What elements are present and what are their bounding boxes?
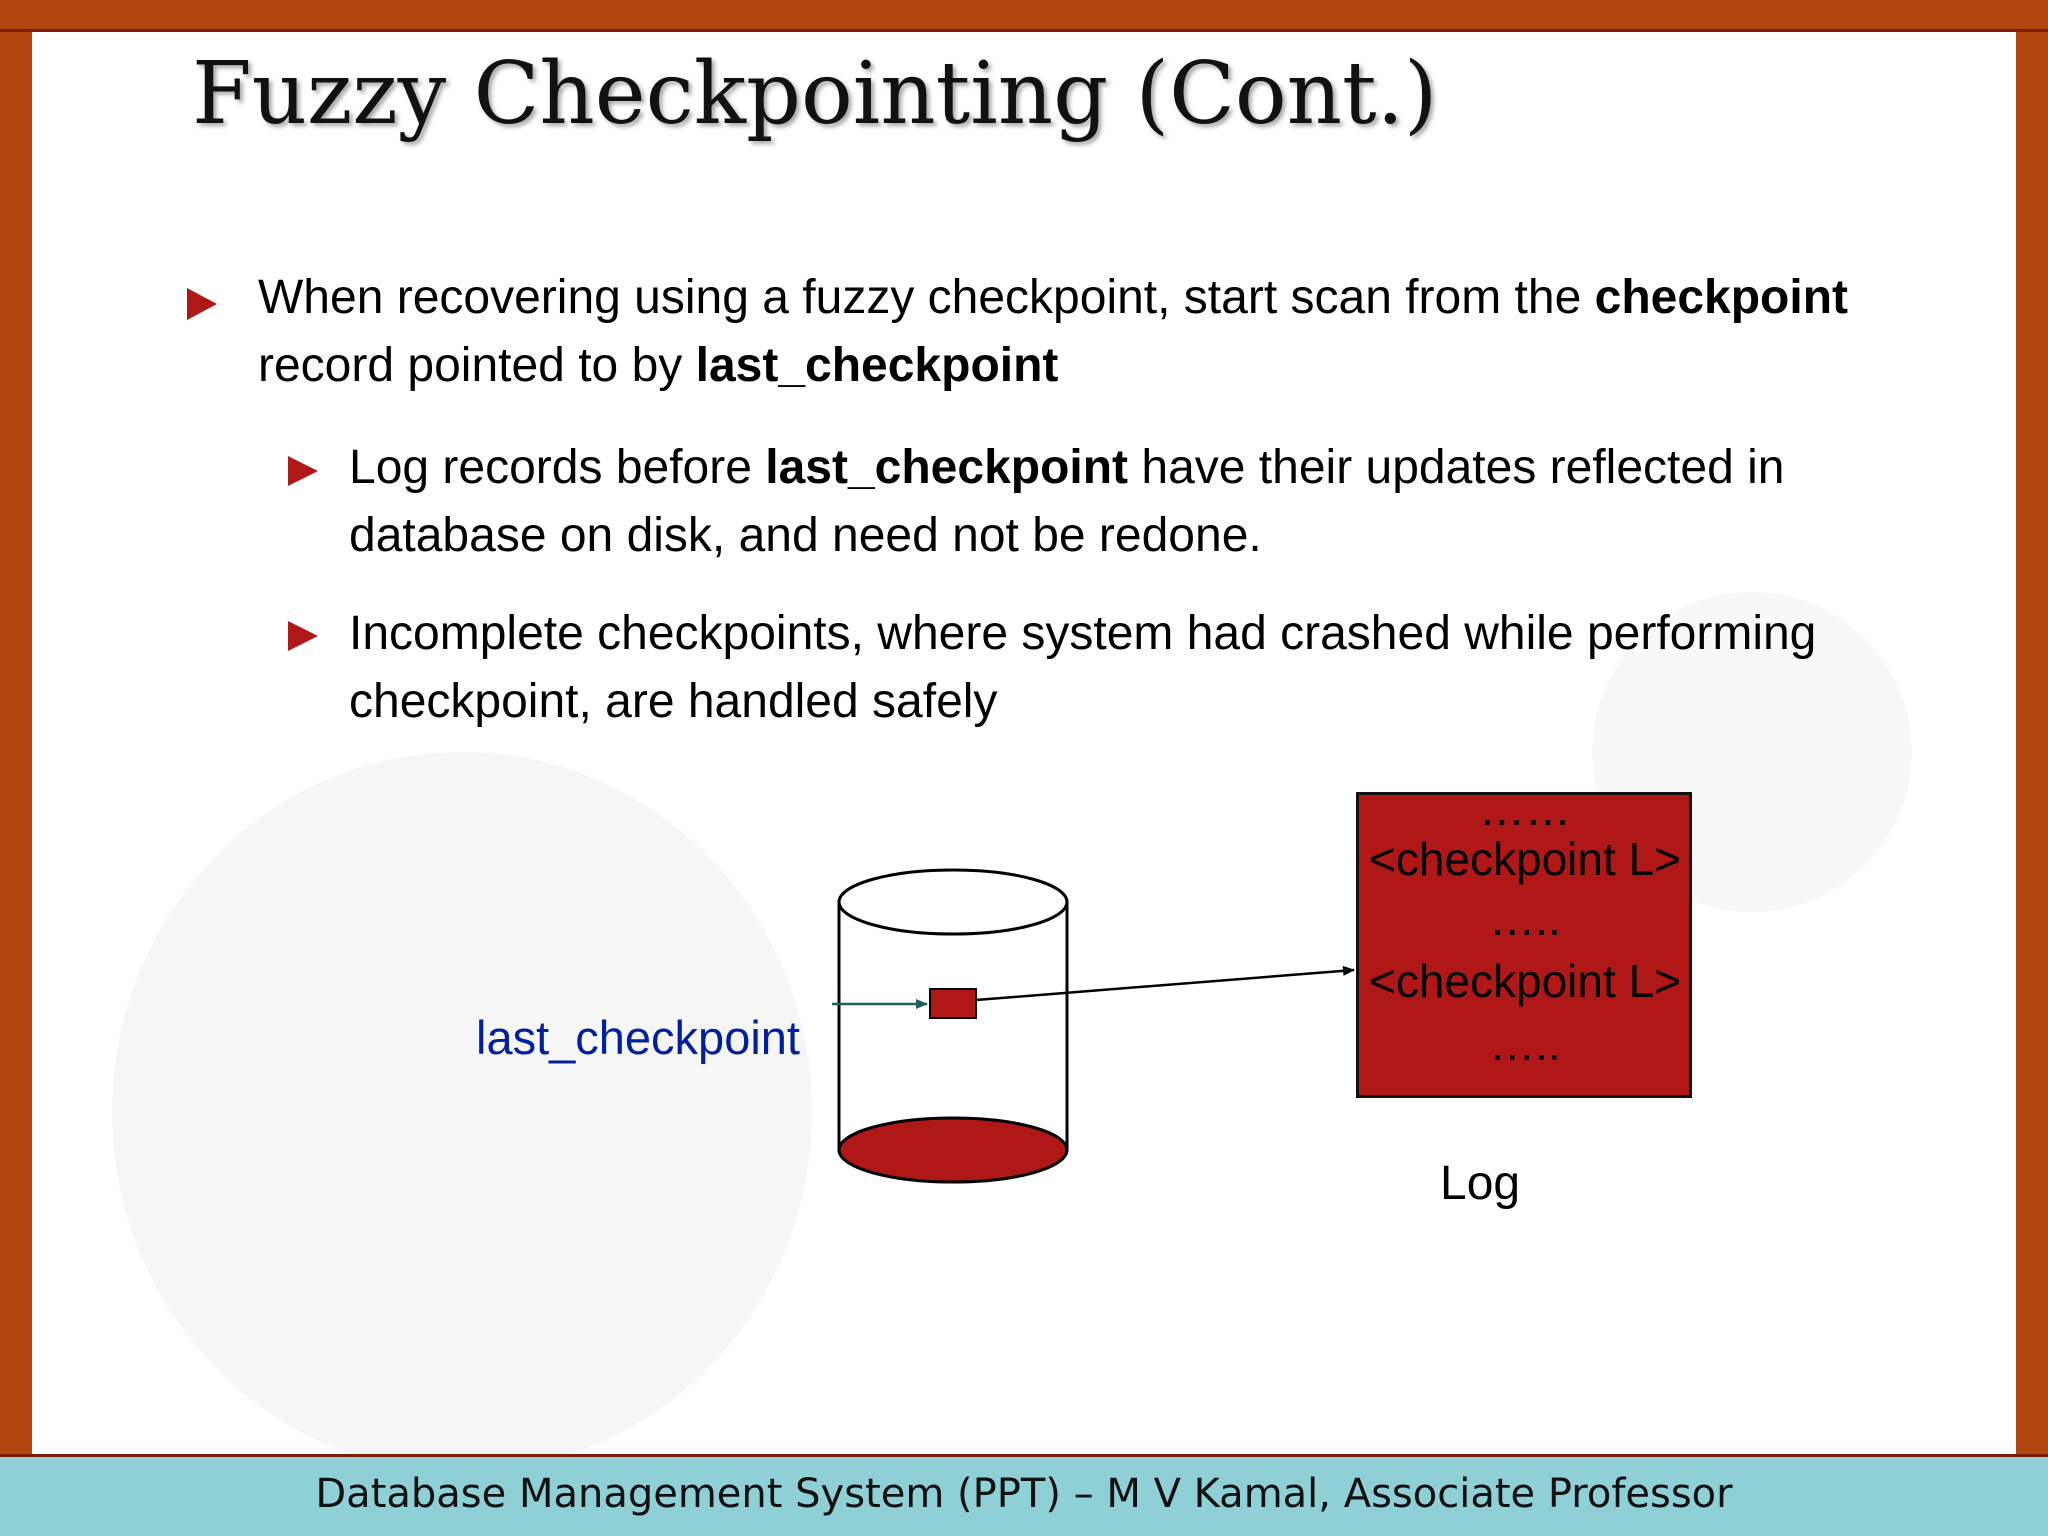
log-label: Log xyxy=(1440,1157,1521,1210)
bullet-1-text: When recovering using a fuzzy checkpoint, start scan from the xyxy=(258,271,1595,324)
slide-canvas xyxy=(32,32,2016,1454)
log-entry-checkpoint: <checkpoint L> xyxy=(1368,833,1681,885)
slide-footer xyxy=(0,1454,2048,1536)
slide-title: Fuzzy Checkpointing (Cont.) xyxy=(192,44,1438,144)
log-entry-ellipsis: ….. xyxy=(1489,893,1561,945)
sub-bullet-1-text: have their updates reflected in xyxy=(1128,441,1785,494)
last-checkpoint-label: last_checkpoint xyxy=(476,1011,800,1064)
bullet-1-bold-term: checkpoint xyxy=(1594,271,1849,324)
log-entry-ellipsis: …… xyxy=(1479,783,1571,835)
sub-bullet-2-line-2: checkpoint, are handled safely xyxy=(349,675,998,728)
bullet-1-text: record pointed to by xyxy=(258,339,696,392)
log-entry-ellipsis: ….. xyxy=(1489,1018,1561,1070)
sub-bullet-1-text: Log records before xyxy=(349,441,766,494)
checkpoint-diagram xyxy=(32,32,2016,1454)
sub-bullet-1-line-2: database on disk, and need not be redone. xyxy=(349,509,1262,562)
log-entry-checkpoint: <checkpoint L> xyxy=(1368,955,1681,1007)
sub-bullet-2-line-1: Incomplete checkpoints, where system had crashed while performing xyxy=(349,607,1817,660)
sub-bullet-1-bold-term: last_checkpoint xyxy=(765,441,1129,494)
bullet-1-bold-term: last_checkpoint xyxy=(695,339,1059,392)
slide-frame-top xyxy=(0,0,2048,32)
footer-text: Database Management System (PPT) – M V Kamal, Associate Professor xyxy=(315,1471,1733,1517)
last-checkpoint-pointer-cell xyxy=(930,989,976,1018)
pointer-to-log-arrow xyxy=(976,970,1354,1000)
database-cylinder-icon xyxy=(839,870,1067,1182)
